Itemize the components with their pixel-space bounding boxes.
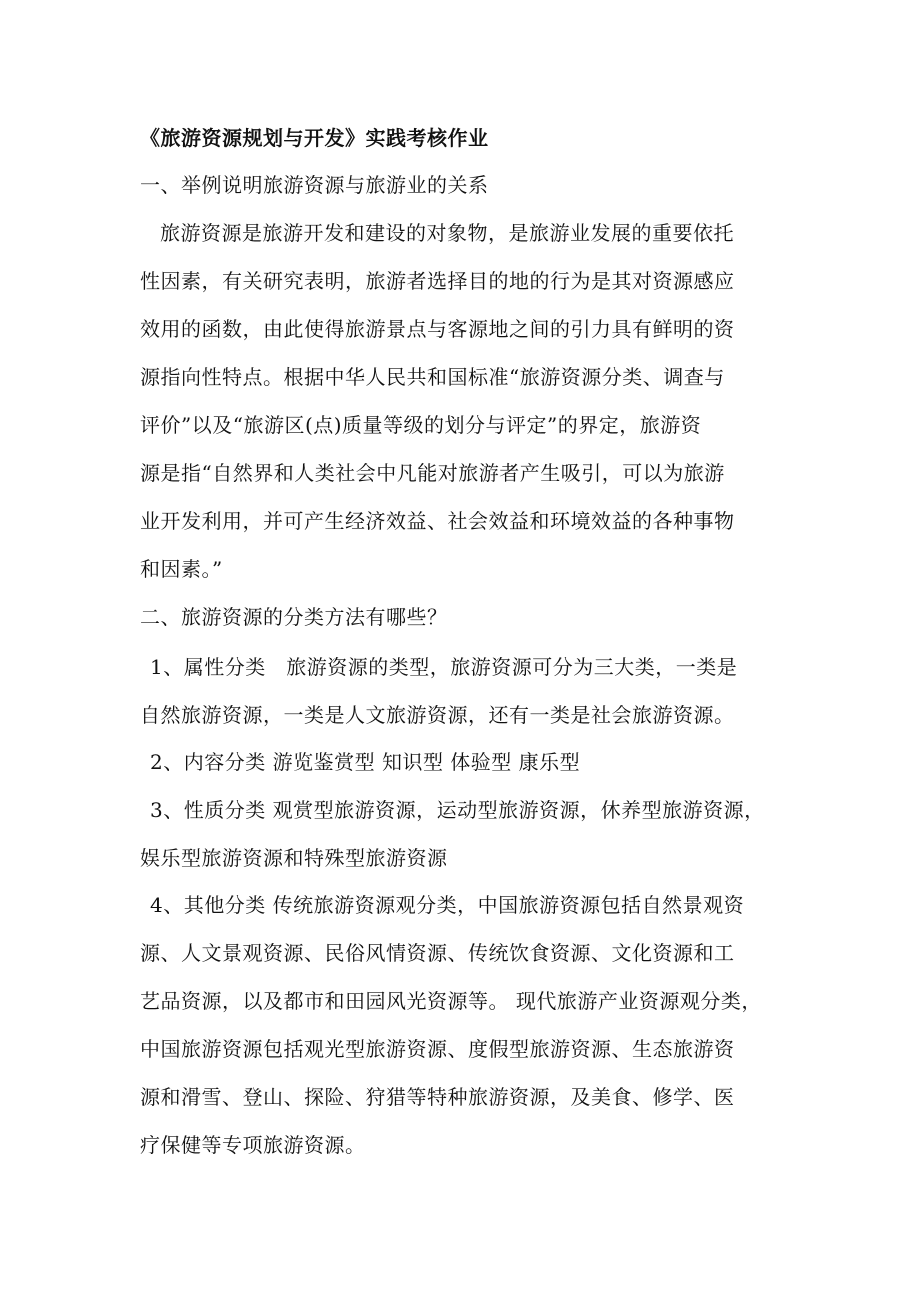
section-2-line-1: 1、属性分类 旅游资源的类型，旅游资源可分为三大类，一类是 — [150, 655, 738, 679]
section-1-heading: 一、举例说明旅游资源与旅游业的关系 — [140, 173, 489, 197]
section-2-line-9: 中国旅游资源包括观光型旅游资源、度假型旅游资源、生态旅游资 — [140, 1037, 735, 1061]
section-1-line-7: 业开发利用，并可产生经济效益、社会效益和环境效益的各种事物 — [140, 509, 735, 533]
section-2-line-7: 源、人文景观资源、民俗风情资源、传统饮食资源、文化资源和工 — [140, 941, 735, 965]
section-2-line-4: 3、性质分类 观赏型旅游资源，运动型旅游资源，休养型旅游资源， — [150, 798, 765, 822]
section-2-heading: 二、旅游资源的分类方法有哪些？ — [140, 605, 448, 629]
section-2-line-6: 4、其他分类 传统旅游资源观分类，中国旅游资源包括自然景观资 — [150, 893, 745, 917]
section-2-line-8: 艺品资源，以及都市和田园风光资源等。 现代旅游产业资源观分类， — [140, 989, 762, 1013]
section-2-line-5: 娱乐型旅游资源和特殊型旅游资源 — [140, 846, 448, 870]
document-title: 《旅游资源规划与开发》实践考核作业 — [140, 126, 489, 150]
section-1-line-4: 源指向性特点。根据中华人民共和国标准“旅游资源分类、调查与 — [140, 365, 725, 389]
section-2-line-2: 自然旅游资源，一类是人文旅游资源，还有一类是社会旅游资源。 — [140, 703, 735, 727]
section-1-line-3: 效用的函数，由此使得旅游景点与客源地之间的引力具有鲜明的资 — [140, 317, 735, 341]
section-1-line-5: 评价”以及“旅游区(点)质量等级的划分与评定”的界定，旅游资 — [140, 413, 702, 437]
section-1-line-2: 性因素，有关研究表明，旅游者选择目的地的行为是其对资源感应 — [140, 269, 735, 293]
section-2-line-11: 疗保健等专项旅游资源。 — [140, 1133, 366, 1157]
section-1-line-6: 源是指“自然界和人类社会中凡能对旅游者产生吸引，可以为旅游 — [140, 461, 725, 485]
section-2-line-3: 2、内容分类 游览鉴赏型 知识型 体验型 康乐型 — [150, 750, 581, 774]
section-2-line-10: 源和滑雪、登山、探险、狩猎等特种旅游资源，及美食、修学、医 — [140, 1085, 735, 1109]
section-1-line-1: 旅游资源是旅游开发和建设的对象物，是旅游业发展的重要依托 — [160, 221, 734, 245]
section-1-line-8: 和因素。” — [140, 557, 223, 581]
